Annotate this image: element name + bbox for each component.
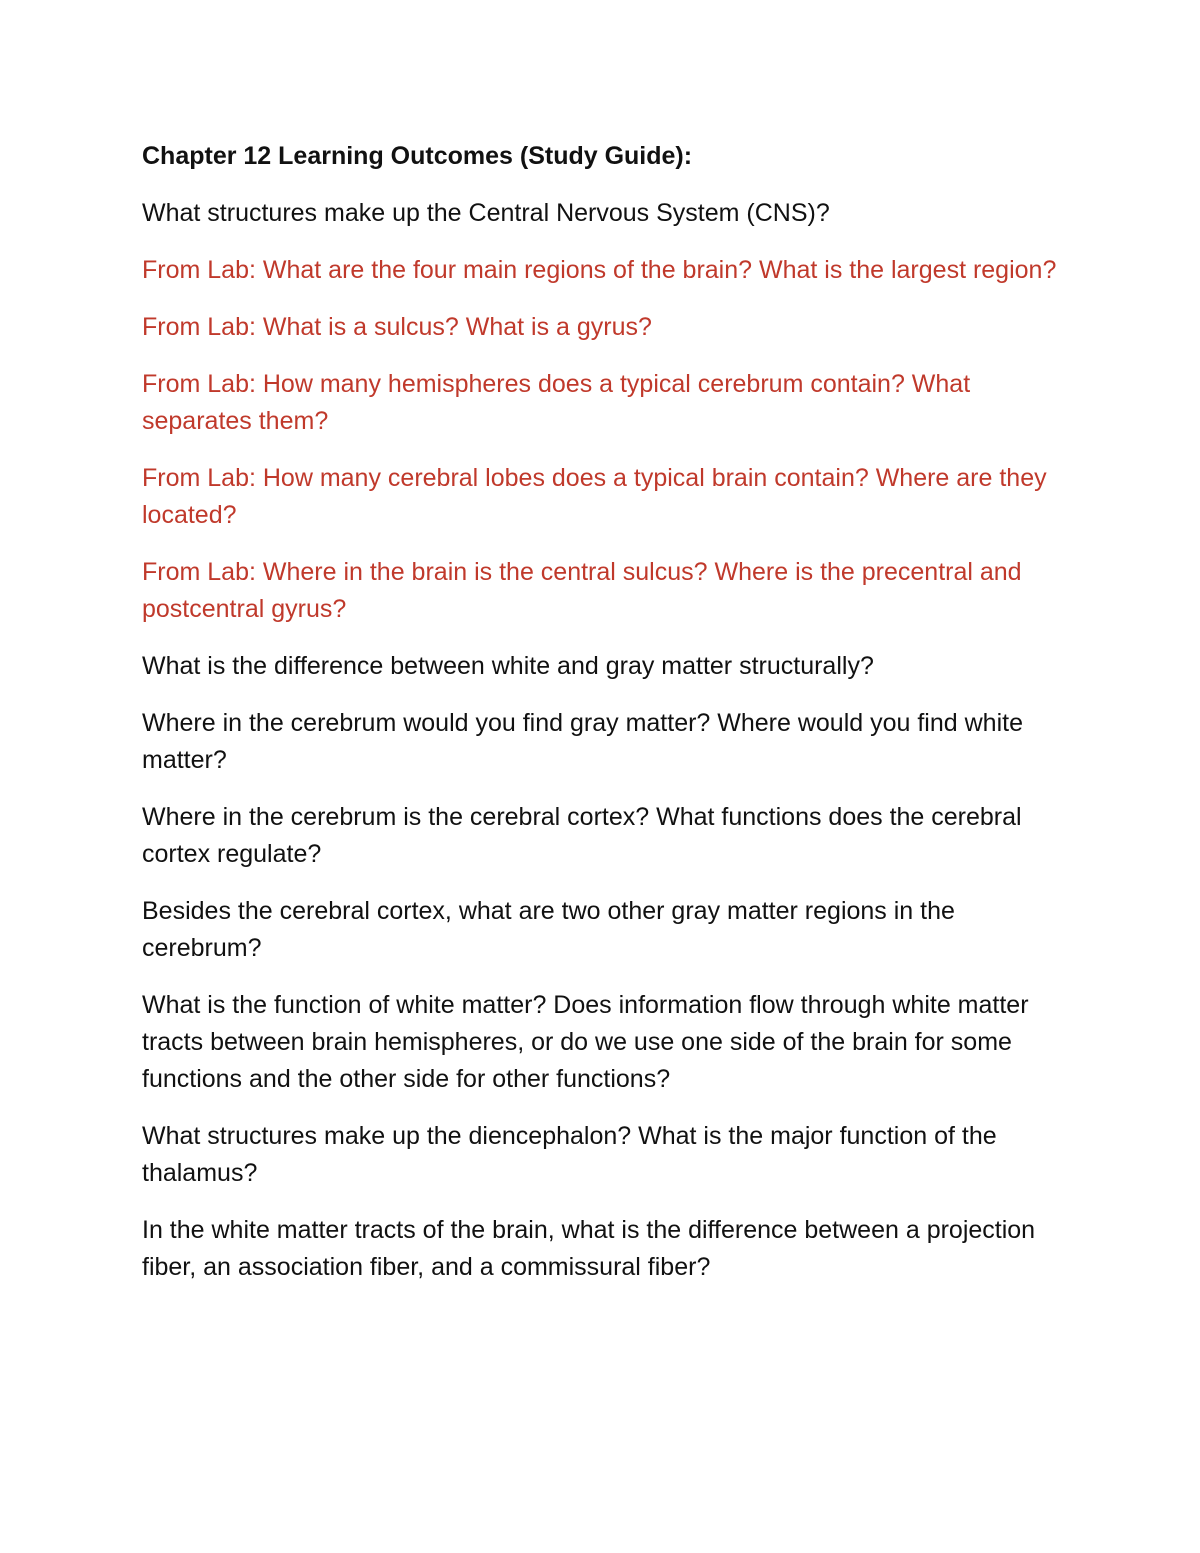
question-cns-structures: What structures make up the Central Nervous System (CNS)? [142,199,830,227]
question-matter-location: Where in the cerebrum would you find gray matter? Where would you find white matter? [142,709,1023,774]
question-diencephalon: What structures make up the diencephalon? What is the major function of the thalamus? [142,1122,997,1187]
question-gray-matter-regions: Besides the cerebral cortex, what are two other gray matter regions in the cerebrum? [142,897,955,962]
question-cerebral-cortex: Where in the cerebrum is the cerebral cortex? What functions does the cerebral cortex regulate? [142,803,1022,868]
question-white-matter-function: What is the function of white matter? Does information flow through white matter tracts between brain hemispheres, or do we use one side of the brain for some functions and the other side for other functions? [142,991,1029,1093]
question-white-gray-matter: What is the difference between white and gray matter structurally? [142,652,874,680]
question-hemispheres: From Lab: How many hemispheres does a typical cerebrum contain? What separates them? [142,370,971,435]
document-body [142,138,1072,1306]
question-central-sulcus: From Lab: Where in the brain is the central sulcus? Where is the precentral and postcentral gyrus? [142,558,1022,623]
document-title: Chapter 12 Learning Outcomes (Study Guide): [142,142,693,170]
question-brain-regions: From Lab: What are the four main regions of the brain? What is the largest region? [142,256,1057,284]
question-sulcus-gyrus: From Lab: What is a sulcus? What is a gyrus? [142,313,652,341]
question-cerebral-lobes: From Lab: How many cerebral lobes does a typical brain contain? Where are they located? [142,464,1047,529]
question-fiber-types: In the white matter tracts of the brain, what is the difference between a projection fiber, an association fiber, and a commissural fiber? [142,1216,1036,1281]
